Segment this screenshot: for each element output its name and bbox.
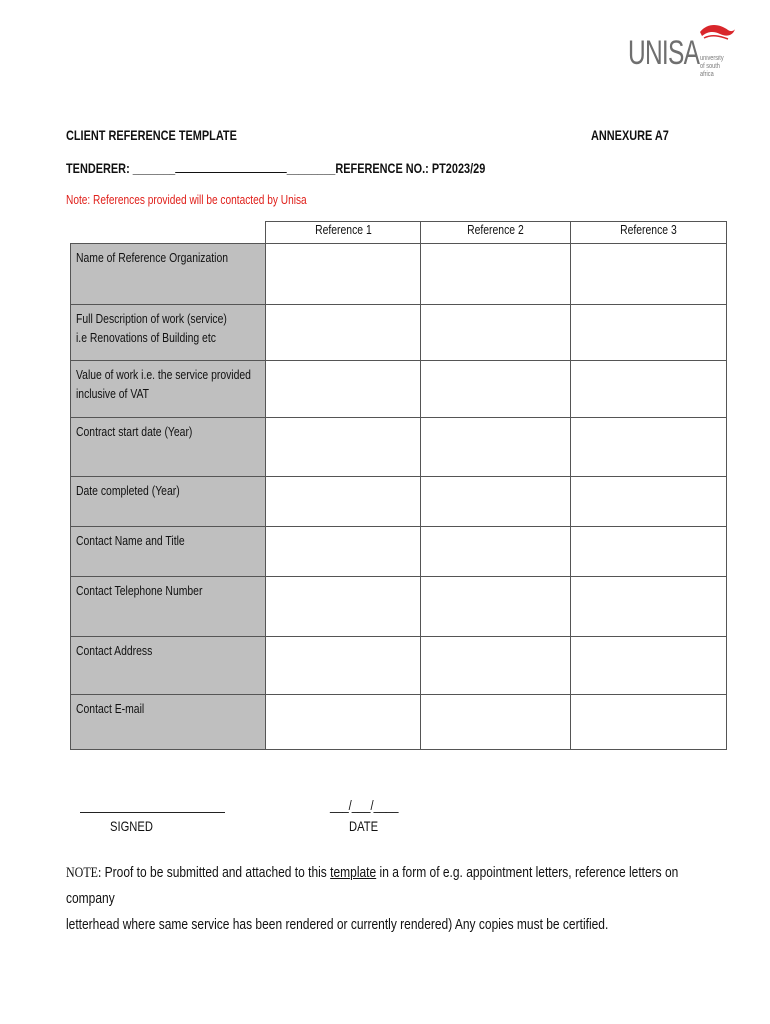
table-row [71, 527, 727, 577]
table-row [71, 637, 727, 695]
row-label-address: Contact Address [71, 637, 266, 695]
signature-line[interactable] [80, 812, 225, 813]
annexure-label: ANNEXURE A7 [591, 127, 669, 143]
input-cell[interactable] [421, 361, 571, 418]
tenderer-label: TENDERER: _______ [66, 160, 176, 176]
table-row [71, 305, 727, 361]
input-cell[interactable] [421, 418, 571, 477]
input-cell[interactable] [421, 477, 571, 527]
input-cell[interactable] [571, 361, 727, 418]
input-cell[interactable] [571, 418, 727, 477]
input-cell[interactable] [266, 695, 421, 750]
input-cell[interactable] [421, 305, 571, 361]
logo-wordmark: UNISA [628, 34, 700, 72]
input-cell[interactable] [266, 637, 421, 695]
row-label-email: Contact E-mail [71, 695, 266, 750]
input-cell[interactable] [571, 477, 727, 527]
contact-note: Note: References provided will be contacted by Unisa [66, 192, 307, 207]
input-cell[interactable] [421, 527, 571, 577]
table-header-row [71, 222, 727, 244]
signed-label: SIGNED [110, 818, 153, 834]
unisa-flag-icon [698, 22, 736, 48]
input-cell[interactable] [571, 695, 727, 750]
table-corner [71, 222, 266, 244]
table-row [71, 577, 727, 637]
table-row [71, 477, 727, 527]
page-title: CLIENT REFERENCE TEMPLATE [66, 127, 237, 143]
table-row [71, 418, 727, 477]
input-cell[interactable] [571, 577, 727, 637]
input-cell[interactable] [571, 527, 727, 577]
row-label-start-date: Contract start date (Year) [71, 418, 266, 477]
input-cell[interactable] [266, 244, 421, 305]
row-label-value: Value of work i.e. the service provided inclusive of VAT [71, 361, 266, 418]
input-cell[interactable] [421, 244, 571, 305]
final-note-label: NOTE: [66, 865, 102, 881]
tenderer-line [66, 160, 485, 176]
reference-table [70, 221, 727, 750]
final-note: NOTE: Proof to be submitted and attached to this template in a form of e.g. appointment letters, reference letters on company letterhead where same service has been rendered or currently rendered) Any copies must be certified. [66, 860, 706, 938]
column-header-reference-3: Reference 3 [571, 222, 727, 244]
input-cell[interactable] [266, 527, 421, 577]
logo-subtitle: university of south africa [700, 55, 724, 78]
input-cell[interactable] [421, 577, 571, 637]
input-cell[interactable] [266, 477, 421, 527]
tenderer-input-line[interactable] [175, 161, 287, 173]
input-cell[interactable] [571, 244, 727, 305]
row-label-date-completed: Date completed (Year) [71, 477, 266, 527]
input-cell[interactable] [266, 305, 421, 361]
tenderer-tail: ________ [286, 160, 336, 176]
table-row [71, 695, 727, 750]
input-cell[interactable] [421, 637, 571, 695]
column-header-reference-2: Reference 2 [421, 222, 571, 244]
reference-number: REFERENCE NO.: PT2023/29 [335, 160, 486, 176]
unisa-logo [628, 22, 738, 84]
input-cell[interactable] [571, 637, 727, 695]
row-label-contact-name: Contact Name and Title [71, 527, 266, 577]
input-cell[interactable] [571, 305, 727, 361]
date-label: DATE [349, 818, 379, 834]
template-link[interactable]: template [330, 864, 377, 881]
date-blank[interactable]: ___/___/____ [330, 797, 399, 813]
row-label-description: Full Description of work (service) i.e Renovations of Building etc [71, 305, 266, 361]
input-cell[interactable] [266, 418, 421, 477]
final-note-line2: letterhead where same service has been rendered or currently rendered) Any copies must be certified. [66, 916, 609, 933]
row-label-organization: Name of Reference Organization [71, 244, 266, 305]
input-cell[interactable] [421, 695, 571, 750]
table-row [71, 244, 727, 305]
input-cell[interactable] [266, 577, 421, 637]
column-header-reference-1: Reference 1 [266, 222, 421, 244]
table-row [71, 361, 727, 418]
row-label-telephone: Contact Telephone Number [71, 577, 266, 637]
input-cell[interactable] [266, 361, 421, 418]
